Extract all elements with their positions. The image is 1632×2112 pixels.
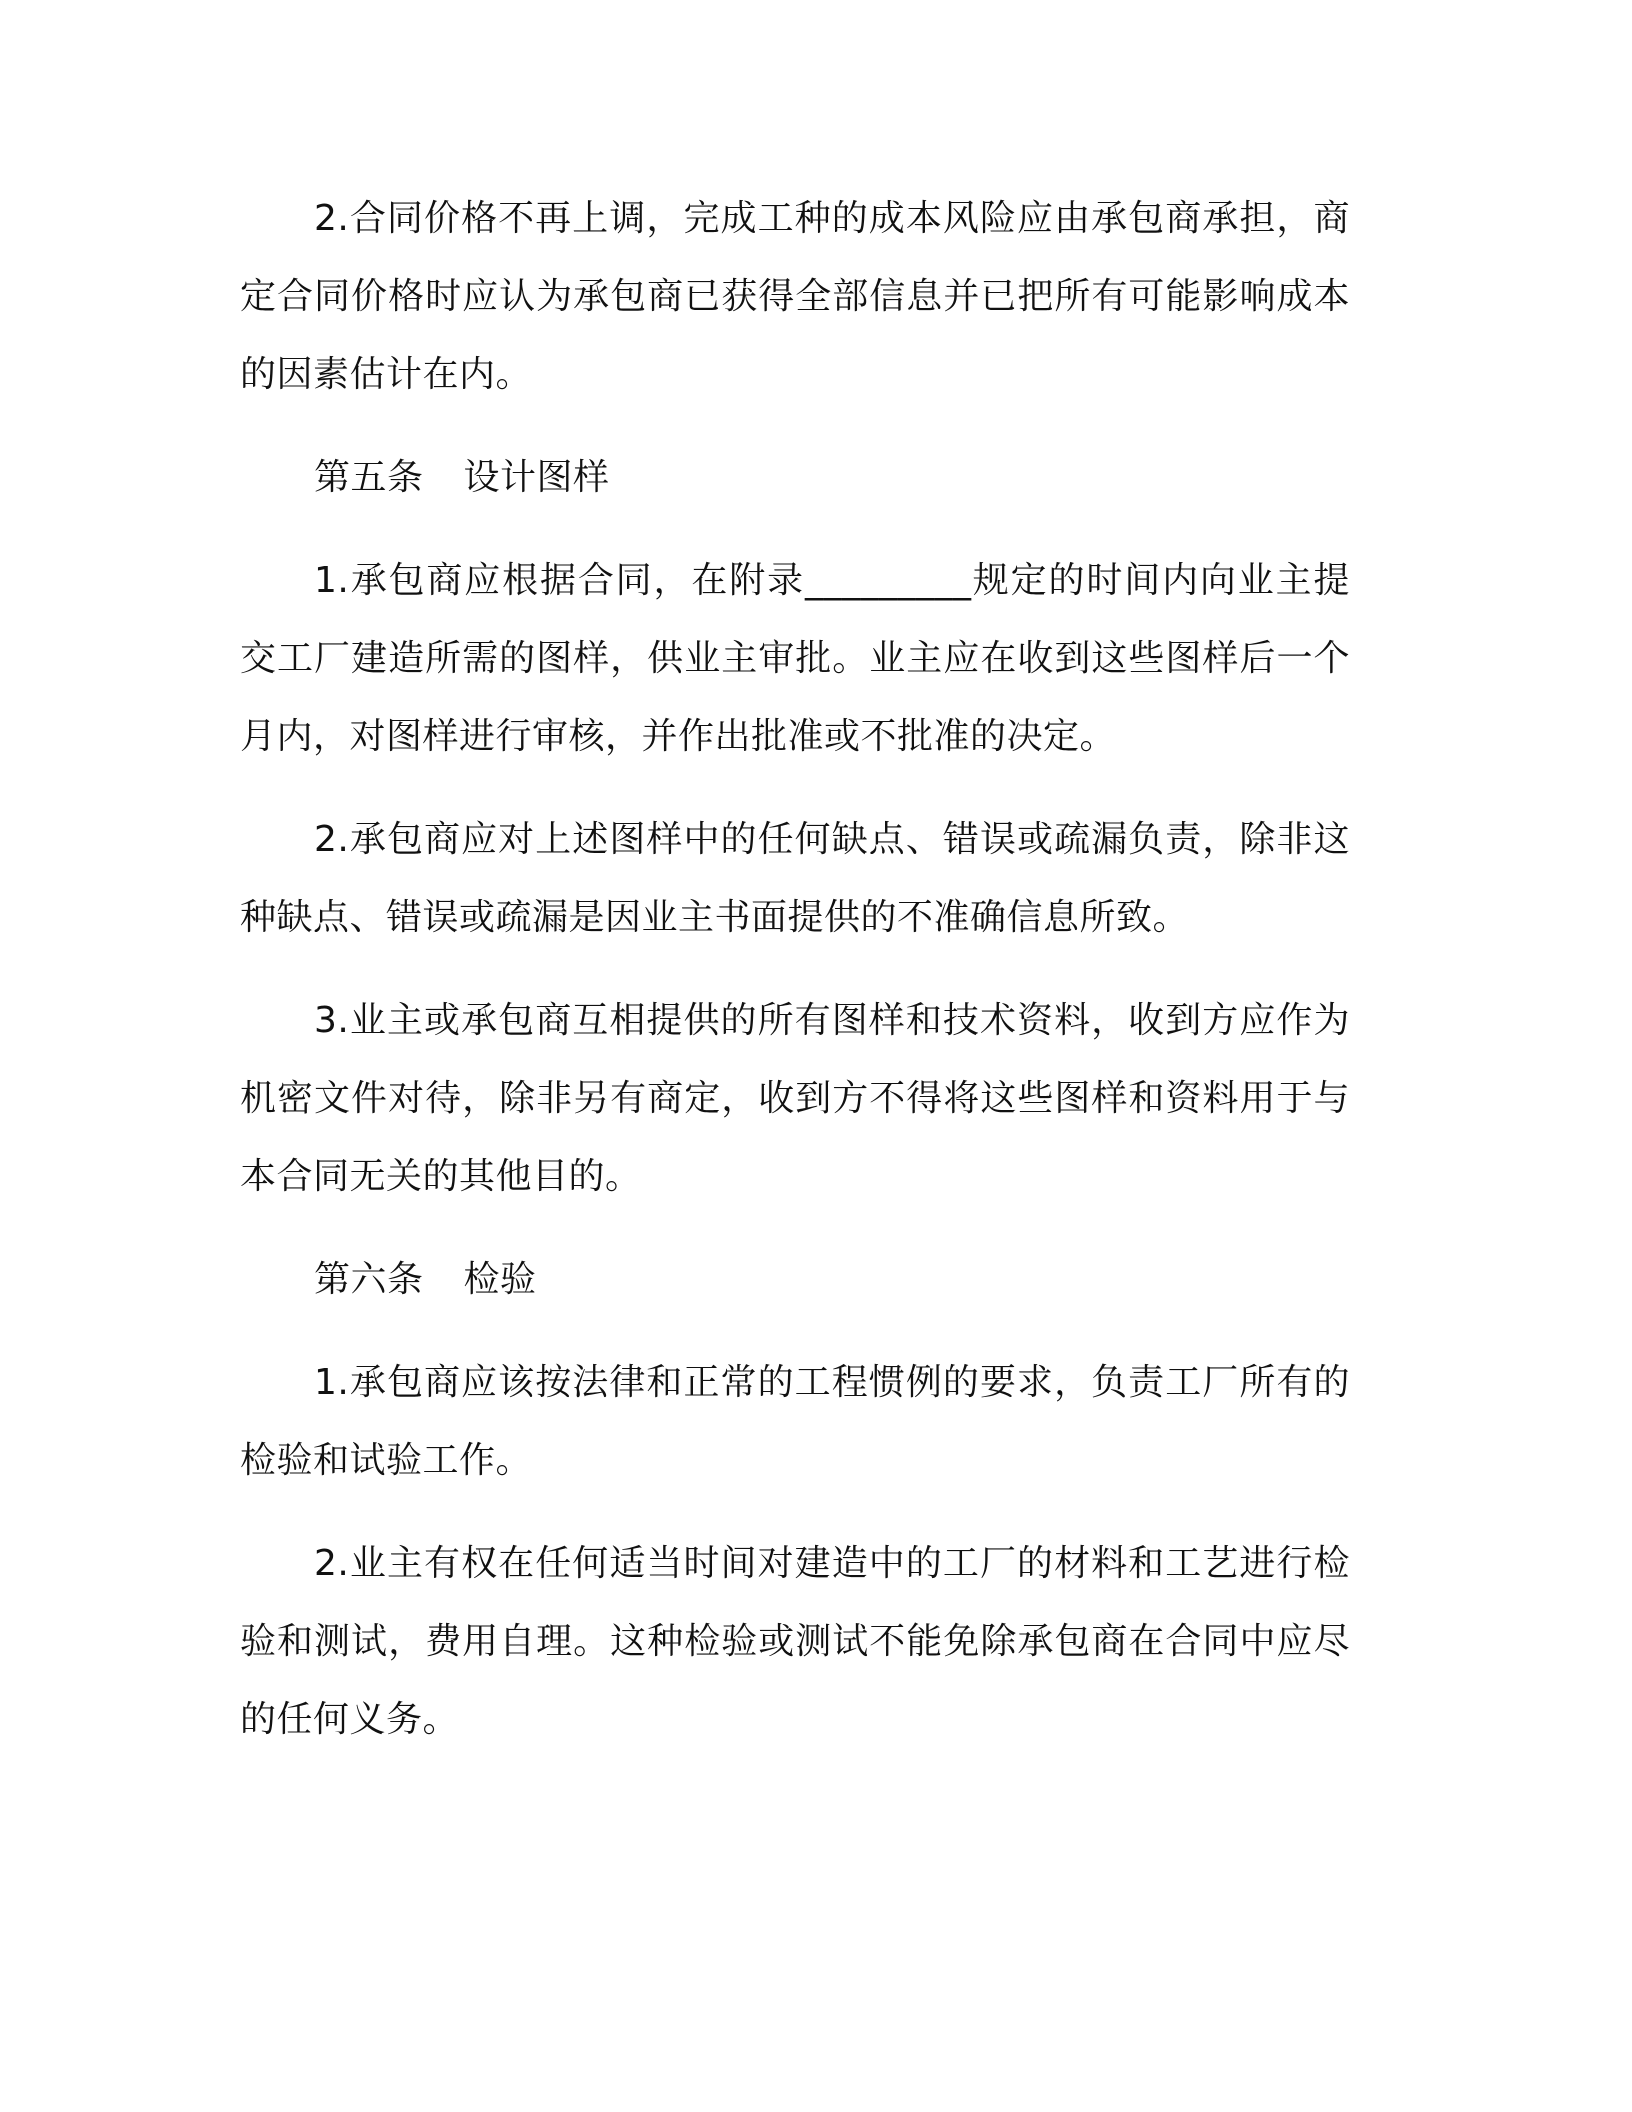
clause-5-item-2: 2.承包商应对上述图样中的任何缺点、错误或疏漏负责，除非这种缺点、错误或疏漏是因业主书面提供的不准确信息所致。 xyxy=(240,819,1350,938)
article-5-number: 第五条 xyxy=(314,457,424,498)
document-body xyxy=(240,180,1350,1784)
clause-4-item-2: 2.合同价格不再上调，完成工种的成本风险应由承包商承担，商定合同价格时应认为承包商已获得全部信息并已把所有可能影响成本的因素估计在内。 xyxy=(240,198,1350,395)
article-6-number: 第六条 xyxy=(314,1259,424,1300)
clause-5-item-3: 3.业主或承包商互相提供的所有图样和技术资料，收到方应作为机密文件对待，除非另有商定，收到方不得将这些图样和资料用于与本合同无关的其他目的。 xyxy=(240,1000,1350,1197)
article-6-heading xyxy=(240,1241,1350,1319)
article-6-title: 检验 xyxy=(463,1259,537,1300)
clause-6-item-2: 2.业主有权在任何适当时间对建造中的工厂的材料和工艺进行检验和测试，费用自理。这种检验或测试不能免除承包商在合同中应尽的任何义务。 xyxy=(240,1543,1350,1740)
clause-5-item-1: 1.承包商应根据合同，在附录_________规定的时间内向业主提交工厂建造所需的图样，供业主审批。业主应在收到这些图样后一个月内，对图样进行审核，并作出批准或不批准的决定。 xyxy=(240,560,1350,757)
article-5-heading xyxy=(240,439,1350,517)
clause-6-item-1: 1.承包商应该按法律和正常的工程惯例的要求，负责工厂所有的检验和试验工作。 xyxy=(240,1362,1350,1481)
article-5-title: 设计图样 xyxy=(463,457,610,498)
